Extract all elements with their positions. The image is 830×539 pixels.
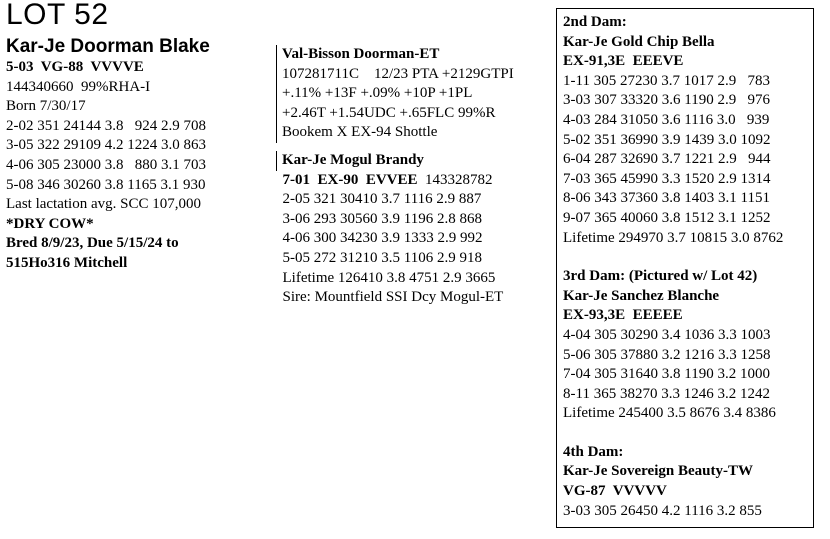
third-dam-classification: EX-93,3E EEEEE [563, 307, 683, 324]
second-dam-record: 6-04 287 32690 3.7 1221 2.9 944 [563, 151, 771, 168]
second-dam-record: 4-03 284 31050 3.6 1116 3.0 939 [563, 111, 770, 128]
third-dam-record: 5-06 305 37880 3.2 1216 3.3 1258 [563, 346, 771, 363]
fourth-dam-classification: VG-87 VVVVV [563, 483, 667, 500]
fourth-dam-section [563, 443, 807, 521]
dam-record: 2-02 351 24144 3.8 924 2.9 708 [6, 117, 206, 134]
mgs-registration: 143328782 [425, 171, 493, 188]
second-dam-lifetime: Lifetime 294970 3.7 10815 3.0 8762 [563, 229, 784, 246]
second-dam-record: 8-06 343 37360 3.8 1403 3.1 1151 [563, 190, 770, 207]
sire-name: Val-Bisson Doorman-ET [282, 46, 440, 62]
third-dam-record: 8-11 365 38270 3.3 1246 3.2 1242 [563, 385, 770, 402]
second-dam-record: 7-03 365 45990 3.3 1520 2.9 1314 [563, 170, 771, 187]
fourth-dam-record: 3-03 305 26450 4.2 1116 3.2 855 [563, 502, 762, 519]
mgs-classification: 7-01 EX-90 EVVEE [282, 171, 418, 188]
sire-info [276, 45, 546, 143]
mgs-sire: Sire: Mountfield SSI Dcy Mogul-ET [282, 289, 504, 306]
sire-line: Bookem X EX-94 Shottle [282, 124, 438, 141]
dam-bred-info: Bred 8/9/23, Due 5/15/24 to [6, 235, 179, 252]
dam-birthdate: Born 7/30/17 [6, 98, 86, 115]
sire-line: +.11% +13F +.09% +10P +1PL [282, 85, 473, 102]
third-dam-name: Kar-Je Sanchez Blanche [563, 287, 720, 304]
second-dam-name: Kar-Je Gold Chip Bella [563, 33, 715, 50]
second-dam-section [563, 13, 807, 248]
pedigree-box [556, 8, 814, 528]
second-dam-classification: EX-91,3E EEEVE [563, 53, 684, 70]
second-dam-record: 9-07 365 40060 3.8 1512 3.1 1252 [563, 209, 771, 226]
animal-name: Kar-Je Doorman Blake [6, 36, 210, 57]
second-dam-record: 3-03 307 33320 3.6 1190 2.9 976 [563, 92, 770, 109]
mgs-lifetime: Lifetime 126410 3.8 4751 2.9 3665 [282, 269, 496, 286]
dam-info [6, 58, 268, 274]
dam-classification: 5-03 VG-88 VVVVE [6, 59, 144, 75]
lot-title: LOT 52 [6, 0, 109, 31]
second-dam-record: 1-11 305 27230 3.7 1017 2.9 783 [563, 72, 770, 89]
third-dam-record: 4-04 305 30290 3.4 1036 3.3 1003 [563, 326, 771, 343]
dam-record: 4-06 305 23000 3.8 880 3.1 703 [6, 156, 206, 173]
fourth-dam-name: Kar-Je Sovereign Beauty-TW [563, 463, 753, 480]
third-dam-section [563, 267, 807, 424]
dam-scc: Last lactation avg. SCC 107,000 [6, 196, 201, 213]
mgs-info [276, 151, 546, 308]
sire-line: +2.46T +1.54UDC +.65FLC 99%R [282, 104, 496, 121]
mgs-name: Kar-Je Mogul Brandy [282, 151, 424, 168]
mgs-record: 4-06 300 34230 3.9 1333 2.9 992 [282, 230, 483, 247]
mgs-record: 5-05 272 31210 3.5 1106 2.9 918 [282, 249, 482, 266]
third-dam-lifetime: Lifetime 245400 3.5 8676 3.4 8386 [563, 405, 776, 422]
mgs-record: 3-06 293 30560 3.9 1196 2.8 868 [282, 210, 482, 227]
dam-status: *DRY COW* [6, 215, 94, 232]
dam-registration: 144340660 99%RHA-I [6, 78, 151, 95]
mgs-classification-row [283, 171, 547, 191]
third-dam-record: 7-04 305 31640 3.8 1190 3.2 1000 [563, 366, 770, 383]
mgs-record: 2-05 321 30410 3.7 1116 2.9 887 [282, 191, 482, 208]
sire-column [276, 45, 546, 308]
fourth-dam-heading: 4th Dam: [563, 443, 624, 460]
sire-line: 107281711C 12/23 PTA +2129GTPI [282, 65, 514, 82]
dam-bred-service-sire: 515Ho316 Mitchell [6, 254, 128, 271]
second-dam-record: 5-02 351 36990 3.9 1439 3.0 1092 [563, 131, 771, 148]
section-spacer [563, 248, 807, 267]
second-dam-heading: 2nd Dam: [563, 14, 627, 30]
dam-record: 3-05 322 29109 4.2 1224 3.0 863 [6, 137, 206, 154]
third-dam-heading: 3rd Dam: (Pictured w/ Lot 42) [563, 268, 758, 285]
dam-record: 5-08 346 30260 3.8 1165 3.1 930 [6, 176, 206, 193]
section-spacer [563, 424, 807, 443]
